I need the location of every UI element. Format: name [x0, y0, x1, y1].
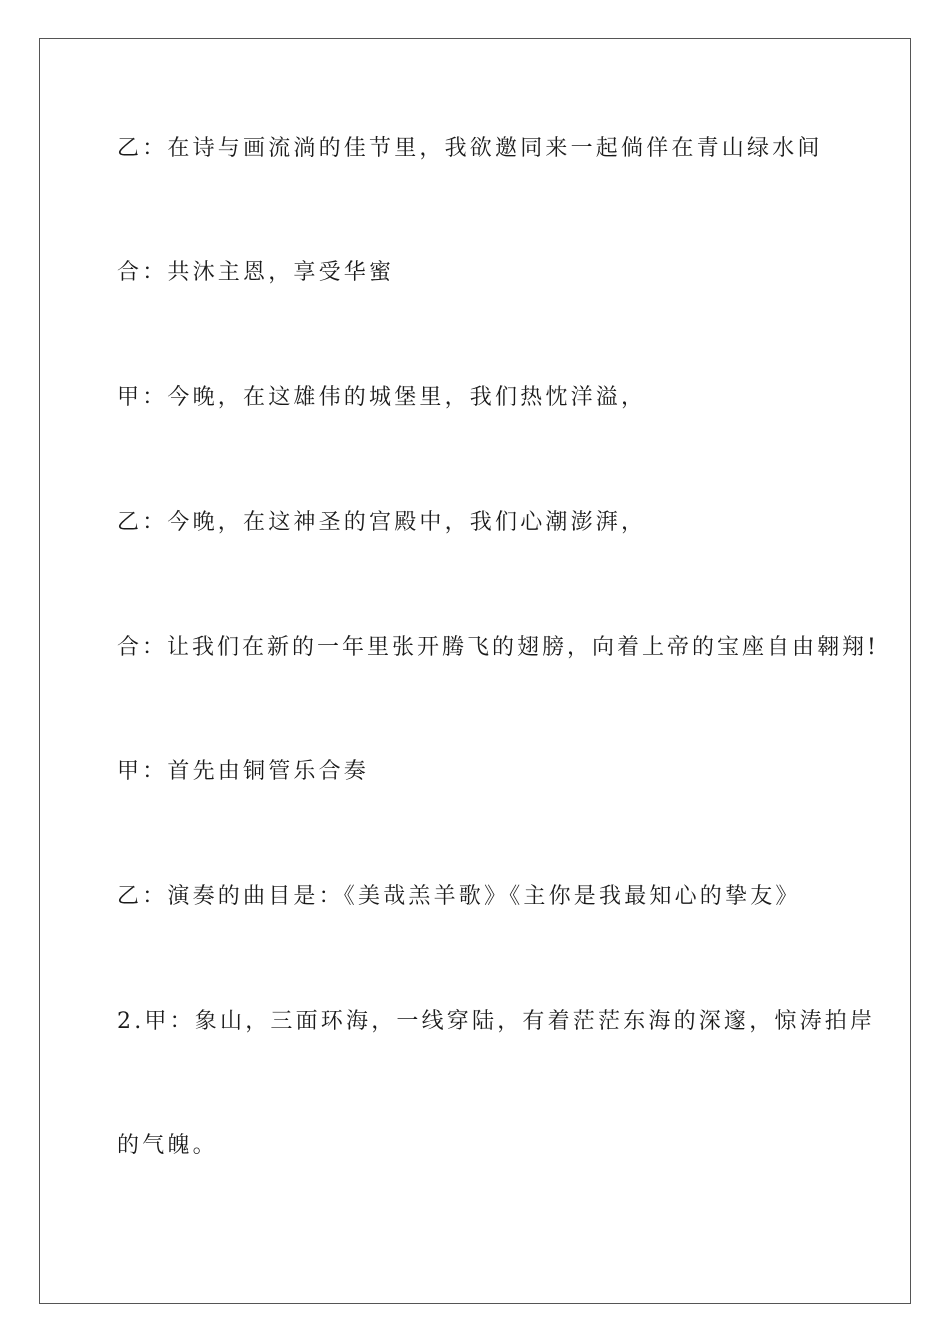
dialogue-line: 甲：今晚，在这雄伟的城堡里，我们热忱洋溢， [117, 385, 647, 410]
dialogue-line: 2.甲：象山，三面环海，一线穿陆，有着茫茫东海的深邃，惊涛拍岸 [117, 1009, 876, 1034]
dialogue-line: 乙：今晚，在这神圣的宫殿中，我们心潮澎湃， [117, 510, 647, 535]
dialogue-line: 甲：首先由铜管乐合奏 [117, 759, 370, 784]
page-border [39, 38, 911, 1304]
dialogue-line: 合：让我们在新的一年里张开腾飞的翅膀，向着上帝的宝座自由翱翔! [117, 635, 879, 660]
dialogue-line: 乙：在诗与画流淌的佳节里，我欲邀同来一起倘佯在青山绿水间 [117, 136, 823, 161]
dialogue-line-continuation: 的气魄。 [117, 1133, 218, 1158]
dialogue-line: 合：共沐主恩，享受华蜜 [117, 260, 395, 285]
dialogue-line: 乙：演奏的曲目是：《美哉羔羊歌》《主你是我最知心的挚友》 [117, 884, 801, 909]
